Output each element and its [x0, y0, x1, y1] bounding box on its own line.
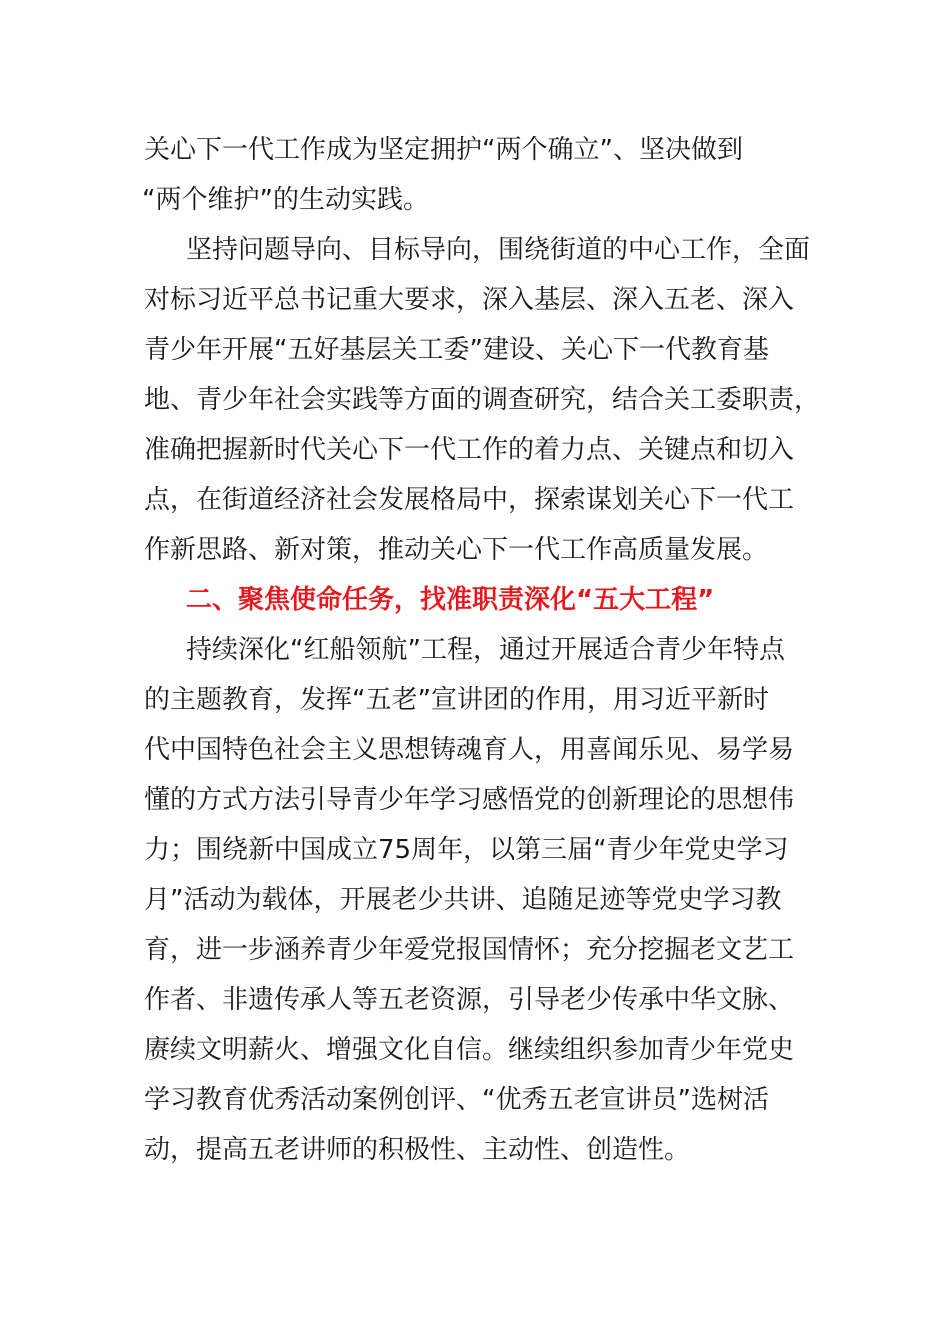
text-line: 作者、非遗传承人等五老资源，引导老少传承中华文脉、: [144, 985, 795, 1015]
text-line: 地、青少年社会实践等方面的调查研究，结合关工委职责，: [144, 385, 821, 415]
text-line: 学习教育优秀活动案例创评、“优秀五老宣讲员”选树活: [144, 1085, 769, 1115]
text-line: 关心下一代工作成为坚定拥护“两个确立”、坚决做到: [144, 135, 743, 165]
text-line: 力；围绕新中国成立75周年，以第三届“青少年党史学习: [144, 835, 789, 865]
text-line: 准确把握新时代关心下一代工作的着力点、关键点和切入: [144, 435, 795, 465]
text-line: 懂的方式方法引导青少年学习感悟党的创新理论的思想伟: [144, 785, 795, 815]
text-line: 对标习近平总书记重大要求，深入基层、深入五老、深入: [144, 285, 795, 315]
text-line: 赓续文明薪火、增强文化自信。继续组织参加青少年党史: [144, 1035, 795, 1065]
paragraph-first-line: 持续深化“红船领航”工程，通过开展适合青少年特点: [186, 635, 785, 665]
text-line: “两个维护”的生动实践。: [142, 185, 429, 215]
text-line: 月”活动为载体，开展老少共讲、追随足迹等党史学习教: [144, 885, 782, 915]
paragraph-first-line: 坚持问题导向、目标导向，围绕街道的中心工作，全面: [186, 235, 811, 265]
text-line: 动，提高五老讲师的积极性、主动性、创造性。: [144, 1135, 691, 1165]
text-line: 的主题教育，发挥“五老”宣讲团的作用，用习近平新时: [144, 685, 769, 715]
section-heading: 二、聚焦使命任务，找准职责深化“五大工程”: [186, 585, 715, 615]
text-line: 作新思路、新对策，推动关心下一代工作高质量发展。: [144, 535, 769, 565]
text-line: 代中国特色社会主义思想铸魂育人，用喜闻乐见、易学易: [144, 735, 795, 765]
text-line: 点，在街道经济社会发展格局中，探索谋划关心下一代工: [144, 485, 795, 515]
text-line: 青少年开展“五好基层关工委”建设、关心下一代教育基: [144, 335, 769, 365]
text-line: 育，进一步涵养青少年爱党报国情怀；充分挖掘老文艺工: [144, 935, 795, 965]
